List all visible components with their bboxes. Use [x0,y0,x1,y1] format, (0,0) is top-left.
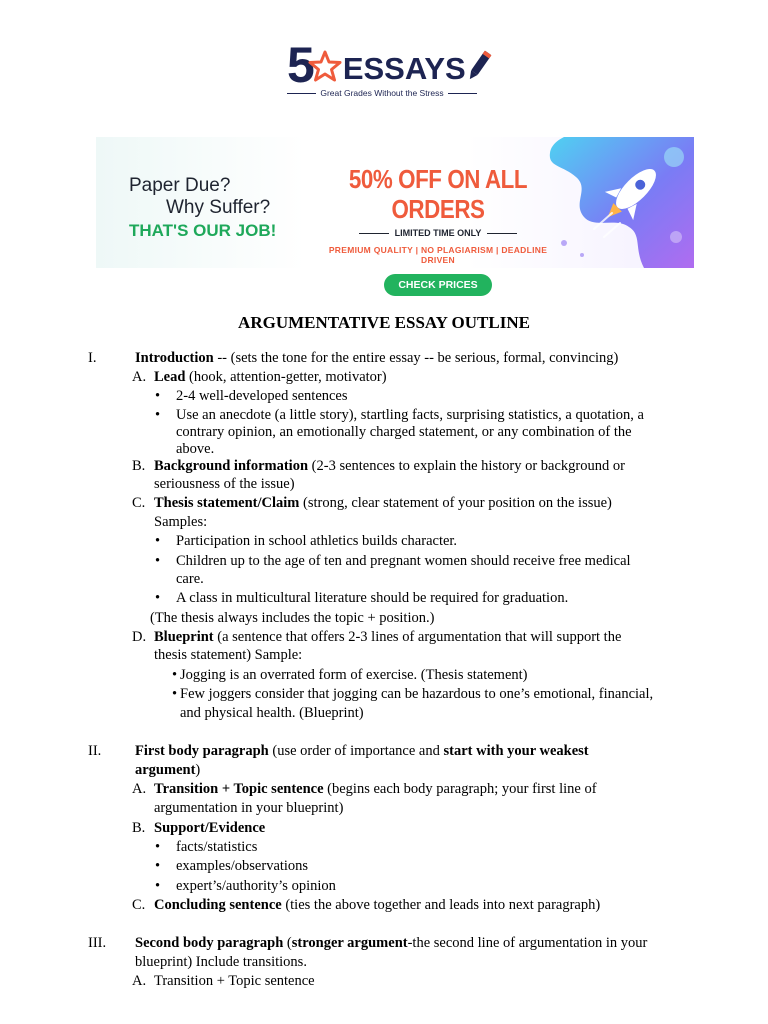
subsection-text: thesis statement) Sample: [154,647,303,663]
banner-line-3: THAT'S OUR JOB! [129,221,277,240]
bullet: • [155,858,161,874]
section-number: I. [88,350,97,366]
banner-tagline [129,175,276,242]
bullet-text: Participation in school athletics builds character. [176,533,458,549]
bullet-text: above. [176,441,215,457]
subsection-letter: C. [132,495,146,511]
subsection-letter: C. [132,897,146,913]
bullet-text: contrary opinion, an emotionally charged statement, or any combination of the [176,424,632,440]
promo-banner[interactable] [96,137,694,291]
banner-line-2: Why Suffer? [166,197,271,218]
subsection-letter: A. [132,369,147,385]
star-icon [309,50,341,82]
bullet-text: facts/statistics [176,839,258,855]
bullet: • [155,590,161,606]
rocket-illustration [524,137,694,268]
bullet-text: and physical health. (Blueprint) [180,705,364,721]
bullet-text: examples/observations [176,858,309,874]
subsection-heading: Support/Evidence [154,820,266,836]
brand-logo[interactable] [287,37,487,104]
offer-headline: 50% OFF ON ALL ORDERS [348,164,528,224]
limited-time-row [318,228,558,238]
bullet: • [155,388,161,404]
tagline-rule-right [448,93,477,94]
bullet-text: care. [176,571,204,587]
bullet-text: 2-4 well-developed sentences [176,388,348,404]
section-heading-cont: argument) [135,762,201,778]
subsection-heading: Blueprint (a sentence that offers 2-3 lines of argumentation that will support the [154,629,622,645]
bullet-text: A class in multicultural literature should be required for graduation. [176,590,569,606]
limited-rule-right [487,233,517,234]
subsection-letter: A. [132,781,147,797]
section-number: III. [88,935,107,951]
limited-rule-left [359,233,389,234]
subsection-text: argumentation in your blueprint) [154,800,344,816]
bullet: • [155,407,161,423]
subsection-text: Transition + Topic sentence [154,973,315,989]
bullet-text: Use an anecdote (a little story), startling facts, surprising statistics, a quotation, a [176,407,644,423]
subsection-text: seriousness of the issue) [154,476,295,492]
bullet-text: Jogging is an overrated form of exercise. (Thesis statement) [180,667,528,683]
tagline-rule-left [287,93,316,94]
subsection-letter: D. [132,629,147,645]
logo-text: ESSAYS [342,51,466,86]
bullet-text: Few joggers consider that jogging can be hazardous to one’s emotional, financial, [180,686,654,702]
subsection-text: Samples: [154,514,208,530]
subsection-note: (The thesis always includes the topic + position.) [150,610,435,626]
bullet: • [172,667,178,683]
bullet: • [155,553,161,569]
subsection-letter: B. [132,458,146,474]
offer-features: PREMIUM QUALITY | NO PLAGIARISM | DEADLINE DRIVEN [328,245,548,265]
subsection-heading: Thesis statement/Claim (strong, clear statement of your position on the issue) [154,495,612,511]
bullet: • [155,533,161,549]
subsection-heading: Concluding sentence (ties the above together and leads into next paragraph) [154,897,601,913]
document-title: ARGUMENTATIVE ESSAY OUTLINE [238,313,530,332]
check-prices-button[interactable]: CHECK PRICES [384,274,491,296]
logo-tagline [287,88,477,98]
banner-offer [318,164,558,296]
section-heading-cont: blueprint) Include transitions. [135,954,307,970]
pencil-icon [466,48,492,84]
bullet: • [172,686,178,702]
bullet: • [155,878,161,894]
subsection-letter: B. [132,820,146,836]
subsection-heading: Lead (hook, attention-getter, motivator) [154,369,387,385]
subsection-letter: A. [132,973,147,989]
logo-number: 5 [287,37,315,93]
tagline-text: Great Grades Without the Stress [320,88,444,98]
subsection-heading: Transition + Topic sentence (begins each body paragraph; your first line of [154,781,597,797]
section-number: II. [88,743,102,759]
limited-text: LIMITED TIME ONLY [394,228,482,238]
bullet: • [155,839,161,855]
banner-line-1: Paper Due? [129,175,231,196]
section-heading: Second body paragraph (stronger argument-the second line of argumentation in your [135,935,648,951]
section-heading: First body paragraph (use order of importance and start with your weakest [135,743,589,759]
bullet-text: Children up to the age of ten and pregnant women should receive free medical [176,553,631,569]
bullet-text: expert’s/authority’s opinion [176,878,336,894]
subsection-heading: Background information (2-3 sentences to explain the history or background or [154,458,625,474]
section-heading: Introduction -- (sets the tone for the entire essay -- be serious, formal, convincing) [135,350,619,366]
